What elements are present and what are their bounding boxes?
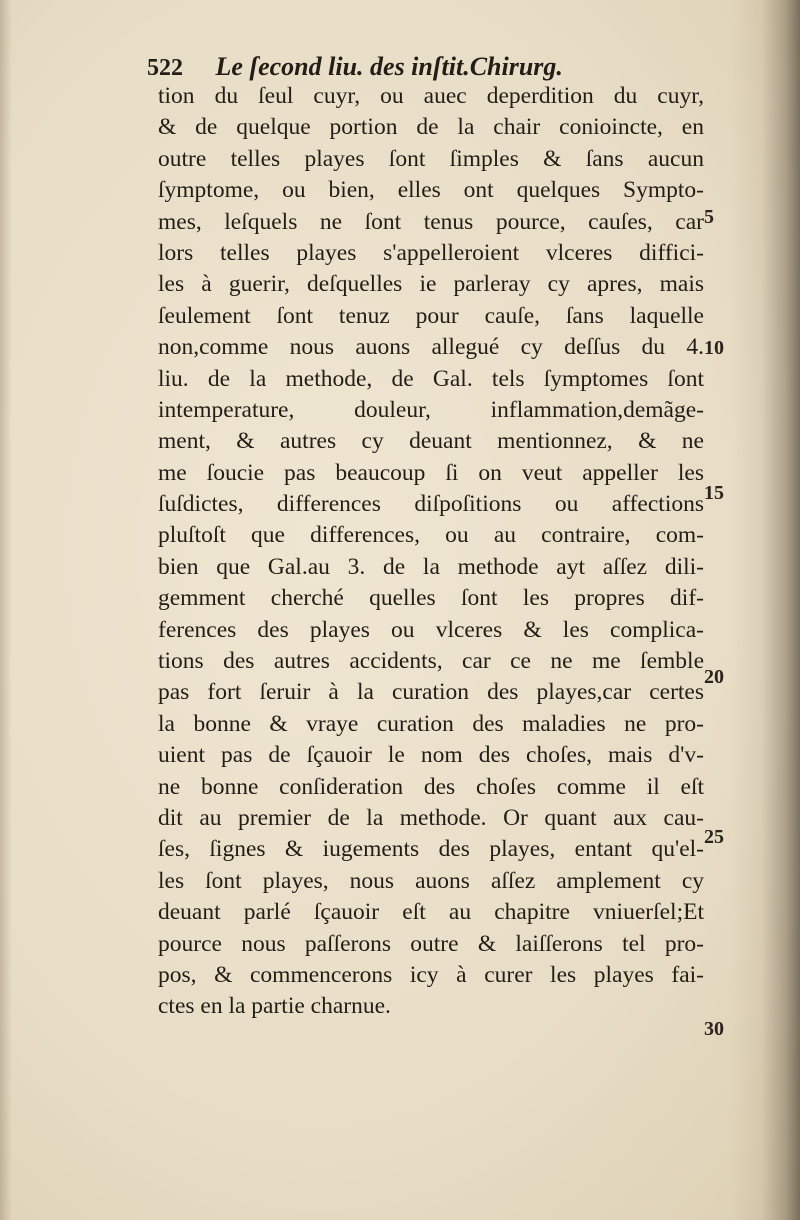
text-line: ne bonne conſideration des choſes comme il eſt xyxy=(158,773,704,800)
line-number-margin: 5 xyxy=(704,206,714,228)
text-line: ment, & autres cy deuant mentionnez, & ne xyxy=(158,428,704,455)
text-line: lors telles playes s'appelleroient vlceres diffici- xyxy=(158,239,704,266)
page-left-edge-shadow xyxy=(0,0,12,1220)
text-line: deuant parlé ſçauoir eſt au chapitre vniuerſel;Et xyxy=(158,899,704,926)
text-line: liu. de la methode, de Gal. tels ſymptomes ſont xyxy=(158,365,704,392)
page-header xyxy=(147,52,667,83)
text-line: les ſont playes, nous auons aſſez amplement cy xyxy=(158,867,704,894)
line-number-margin: 10 xyxy=(704,337,724,359)
line-number-margin: 25 xyxy=(704,826,724,848)
text-line: tion du ſeul cuyr, ou auec deperdition du cuyr, xyxy=(158,83,704,109)
text-line: ctes en la partie charnue. xyxy=(158,993,391,1020)
text-line: pas fort ſeruir à la curation des playes,car certes xyxy=(158,679,704,706)
text-line: ferences des playes ou vlceres & les complica- xyxy=(158,616,704,643)
page-number: 522 xyxy=(147,55,183,81)
text-line: dit au premier de la methode. Or quant aux cau- xyxy=(158,804,704,831)
text-line: gemment cherché quelles ſont les propres dif- xyxy=(158,585,704,612)
line-number-margin: 20 xyxy=(704,666,724,688)
text-line: tions des autres accidents, car ce ne me ſemble xyxy=(158,648,704,675)
text-line: ſuſdictes, differences diſpoſitions ou affections xyxy=(158,491,704,518)
text-line: la bonne & vraye curation des maladies ne pro- xyxy=(158,710,704,737)
text-line: pource nous paſſerons outre & laiſſerons tel pro- xyxy=(158,930,704,957)
text-line: mes, leſquels ne ſont tenus pource, cauſes, car xyxy=(158,208,704,235)
text-line: uient pas de ſçauoir le nom des choſes, mais d'v- xyxy=(158,742,704,769)
text-line: & de quelque portion de la chair conioincte, en xyxy=(158,114,704,141)
text-line: bien que Gal.au 3. de la methode ayt aſſez dili- xyxy=(158,553,704,580)
text-line: pluſtoſt que differences, ou au contraire, com- xyxy=(158,522,704,549)
line-number-margin: 30 xyxy=(704,1018,724,1040)
text-line: non,comme nous auons allegué cy deſſus du 4. xyxy=(158,334,704,361)
line-number-margin: 15 xyxy=(704,482,724,504)
page-gutter-shadow xyxy=(730,0,800,1220)
text-line: ſes, ſignes & iugements des playes, entant qu'el- xyxy=(158,836,704,863)
text-line: ſeulement ſont tenuz pour cauſe, ſans laquelle xyxy=(158,302,704,329)
running-title: Le ſecond liu. des inſtit.Chirurg. xyxy=(215,52,563,81)
body-text xyxy=(158,81,704,1023)
text-line: outre telles playes ſont ſimples & ſans aucun xyxy=(158,145,704,172)
text-line: intemperature, douleur, inflammation,demãge- xyxy=(158,396,704,423)
text-line: me ſoucie pas beaucoup ſi on veut appeller les xyxy=(158,459,704,486)
text-line: pos, & commencerons icy à curer les playes fai- xyxy=(158,961,704,988)
text-line: les à guerir, deſquelles ie parleray cy apres, mais xyxy=(158,271,704,298)
text-line: ſymptome, ou bien, elles ont quelques Sympto- xyxy=(158,177,704,204)
